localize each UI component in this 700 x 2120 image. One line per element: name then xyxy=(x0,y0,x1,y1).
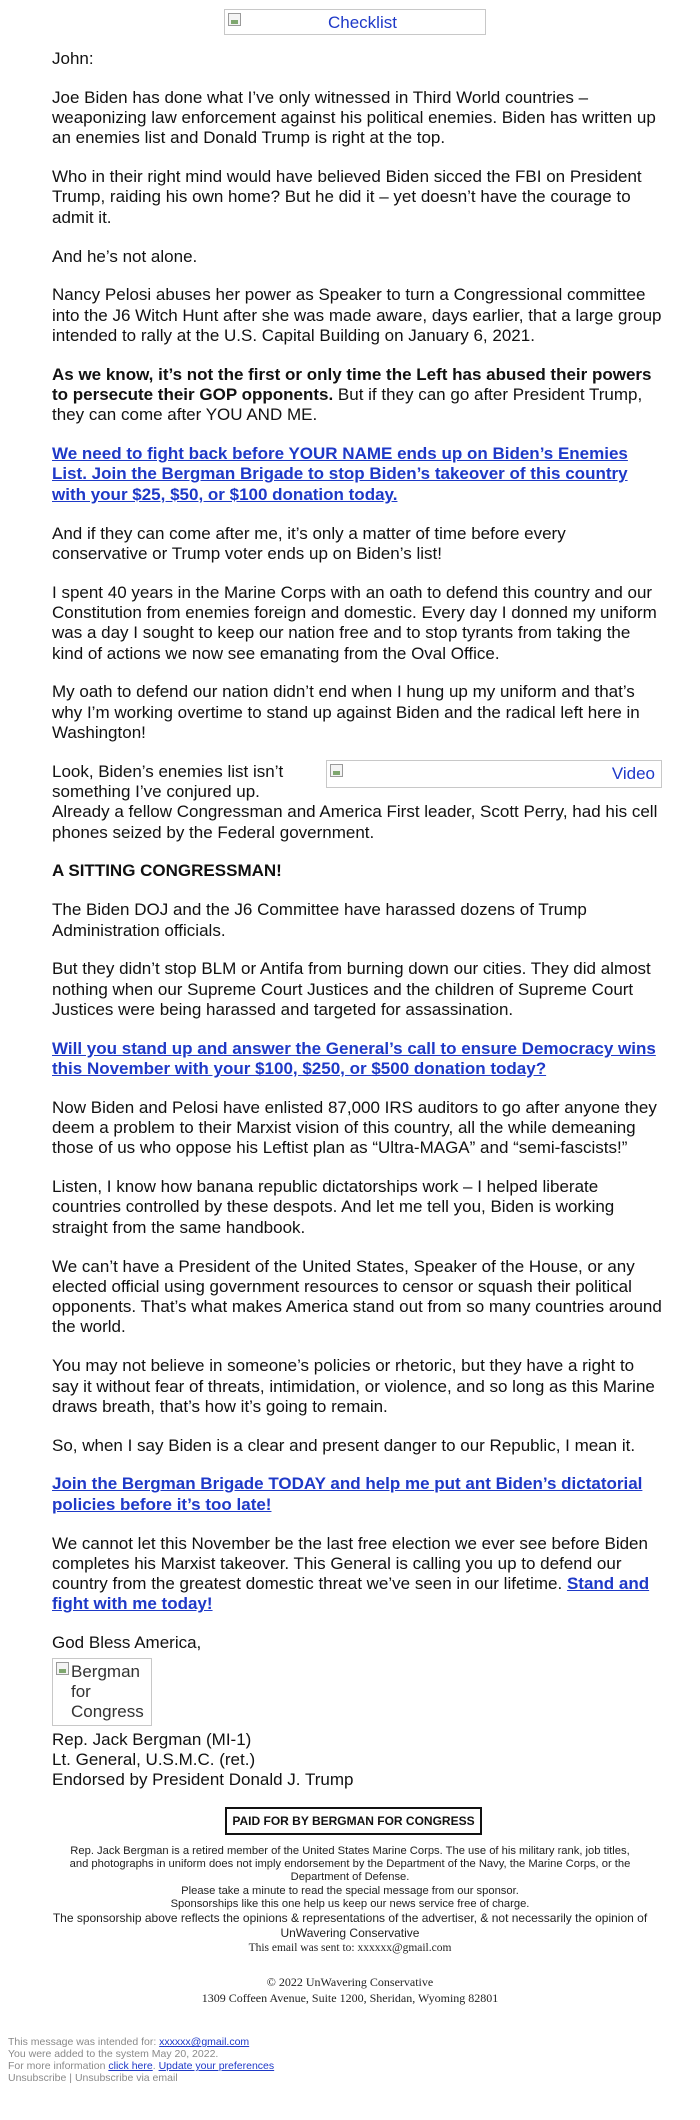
update-preferences-link[interactable]: Update your preferences xyxy=(158,2060,275,2072)
sponsor-disclaimer: The sponsorship above reflects the opinions & representations of the advertiser, & not necessarily the opinion of UnWavering Conservative xyxy=(52,1911,648,1940)
donate-link-enemies-list[interactable]: We need to fight back before YOUR NAME ends up on Biden’s Enemies List. Join the Bergman Brigade to stop Biden’s takeover of this country with your $25, $50, or $100 donation today. xyxy=(52,444,628,504)
paragraph: And if they can come after me, it’s only a matter of time before every conservative or Trump voter ends up on Biden’s list! xyxy=(52,523,566,563)
sponsor-note: Please take a minute to read the special message from our sponsor. xyxy=(181,1885,519,1897)
paragraph xyxy=(52,365,662,426)
sent-to-line: This email was sent to: xxxxxx@gmail.com xyxy=(248,1942,452,1954)
broken-image-icon xyxy=(228,13,241,26)
closing-line: God Bless America, xyxy=(52,1633,202,1653)
paragraph-rest: But if they can go after President Trump, they can come after YOU AND ME. xyxy=(52,385,643,425)
bold-statement: As we know, it’s not the first or only time the Left has abused their powers to persecute their GOP opponents. xyxy=(52,364,652,405)
intended-label: This message was intended for: xyxy=(8,2036,160,2048)
paragraph: You may not believe in someone’s policies or rhetoric, but they have a right to say it without fear of threats, intimidation, or violence, and so long as this Marine draws breath, that’s how it’s going to remain. xyxy=(52,1356,655,1416)
paragraph: Listen, I know how banana republic dictatorships work – I helped liberate countries controlled by these despots. And let me tell you, Biden is working straight from the same handbook. xyxy=(52,1177,615,1237)
paragraph: The Biden DOJ and the J6 Committee have harassed dozens of Trump Administration officials. xyxy=(52,900,587,940)
paragraph: My oath to defend our nation didn’t end when I hung up my uniform and that’s why I’m working overtime to stand up against Biden and the radical left here in Washington! xyxy=(52,682,640,742)
paragraph xyxy=(52,1534,662,1615)
more-info-line xyxy=(8,2060,274,2073)
paragraph: Now Biden and Pelosi have enlisted 87,000 IRS auditors to go after anyone they deem a problem to their Marxist vision of this country, all the while demeaning those of us who oppose his Leftist plan as “Ultra-MAGA” and “semi-fascists!” xyxy=(52,1097,657,1158)
paragraph: But they didn’t stop BLM or Antifa from burning down our cities. They did almost nothing when our Supreme Court Justices and the children of Supreme Court Justices were being harassed and targeted for assassination. xyxy=(52,959,651,1019)
email-body xyxy=(52,49,662,1790)
donation-link-paragraph xyxy=(52,444,662,505)
sitting-congressman-text: A SITTING CONGRESSMAN! xyxy=(52,861,282,881)
header-image-alt: Checklist xyxy=(328,13,397,32)
donation-link-paragraph xyxy=(52,1039,662,1080)
sponsor-note: Sponsorships like this one help us keep our news service free of charge. xyxy=(170,1898,530,1910)
video-image-alt: Video xyxy=(611,763,655,783)
separator: . xyxy=(152,2060,159,2072)
unsubscribe-email-link[interactable]: Unsubscribe via email xyxy=(74,2072,178,2084)
recipient-email-link[interactable]: xxxxxx@gmail.com xyxy=(159,2036,250,2048)
paid-for-box: PAID FOR BY BERGMAN FOR CONGRESS xyxy=(225,1807,482,1835)
copyright-line: © 2022 UnWavering Conservative xyxy=(266,1975,434,1989)
more-info-label: For more information xyxy=(8,2060,109,2072)
signer-rank: Lt. General, U.S.M.C. (ret.) xyxy=(52,1749,256,1769)
paragraph: Joe Biden has done what I’ve only witnessed in Third World countries – weaponizing law enforcement against his political enemies. Biden has written up an enemies list and Donald Trump is right at the top. xyxy=(52,87,656,148)
paragraph-with-video xyxy=(52,762,662,843)
paragraph: And he’s not alone. xyxy=(52,246,198,266)
signer-endorsement: Endorsed by President Donald J. Trump xyxy=(52,1770,354,1790)
paragraph-text: We cannot let this November be the last free election we ever see before Biden completes his Marxist takeover. This General is calling you up to defend our country from the greatest domestic threat we’ve seen in our lifetime. xyxy=(52,1533,648,1594)
paragraph: We can’t have a President of the United States, Speaker of the House, or any elected official using government resources to censor or squash their political opponents. That’s what makes America stand out from so many countries around the world. xyxy=(52,1256,662,1337)
paragraph: I spent 40 years in the Marine Corps with an oath to defend this country and our Constitution from enemies foreign and domestic. Every day I donned my uniform was a day I sought to keep our nation free and to stop tyrants from taking the kind of actions we now see emanating from the Oval Office. xyxy=(52,582,657,663)
signer-name: Rep. Jack Bergman (MI-1) xyxy=(52,1729,252,1749)
unsubscribe-line xyxy=(8,2072,178,2085)
address-line: 1309 Coffeen Avenue, Suite 1200, Sheridan, Wyoming 82801 xyxy=(201,1991,499,2005)
header-checklist-image[interactable] xyxy=(224,9,486,35)
pipe-separator: | xyxy=(66,2072,75,2084)
emphasis-heading xyxy=(52,861,662,881)
paragraph-text: Look, Biden’s enemies list isn’t something I’ve conjured up. Already a fellow Congressman and America First leader, Scott Perry, had his cell phones seized by the Federal government. xyxy=(52,761,658,842)
military-disclaimer: Rep. Jack Bergman is a retired member of the United States Marine Corps. The use of his military rank, job titles, and photographs in uniform does not imply endorsement by the Department of the Navy, the Marine Corps, or the Department of Defense. xyxy=(69,1845,631,1883)
click-here-link[interactable]: click here xyxy=(108,2060,153,2072)
signature-block xyxy=(52,1633,662,1790)
broken-image-icon xyxy=(330,764,343,777)
join-brigade-link[interactable]: Join the Bergman Brigade TODAY and help me put ant Biden’s dictatorial policies before it’s too late! xyxy=(52,1474,643,1514)
bergman-logo-image xyxy=(52,1658,152,1726)
donate-link-democracy[interactable]: Will you stand up and answer the General’s call to ensure Democracy wins this November with your $100, $250, or $500 donation today? xyxy=(52,1038,656,1078)
paragraph: Nancy Pelosi abuses her power as Speaker to turn a Congressional committee into the J6 Witch Hunt after she was made aware, days earlier, that a large group intended to rally at the U.S. Capital Building on January 6, 2021. xyxy=(52,285,662,345)
added-line: You were added to the system May 20, 2022. xyxy=(8,2048,219,2060)
intended-for-line xyxy=(8,2036,249,2049)
stand-and-fight-link[interactable]: Stand and fight with me today! xyxy=(52,1574,650,1614)
paragraph: Who in their right mind would have believed Biden sicced the FBI on President Trump, raiding his own home? But he did it – yet doesn’t have the courage to admit it. xyxy=(52,167,642,227)
broken-image-icon xyxy=(56,1662,69,1675)
logo-image-alt: Bergman for Congress xyxy=(71,1661,144,1721)
video-image[interactable] xyxy=(326,760,662,788)
paragraph: So, when I say Biden is a clear and present danger to our Republic, I mean it. xyxy=(52,1435,636,1455)
unsubscribe-link[interactable]: Unsubscribe xyxy=(8,2072,67,2084)
donation-link-paragraph xyxy=(52,1474,662,1515)
greeting: John: xyxy=(52,49,94,68)
